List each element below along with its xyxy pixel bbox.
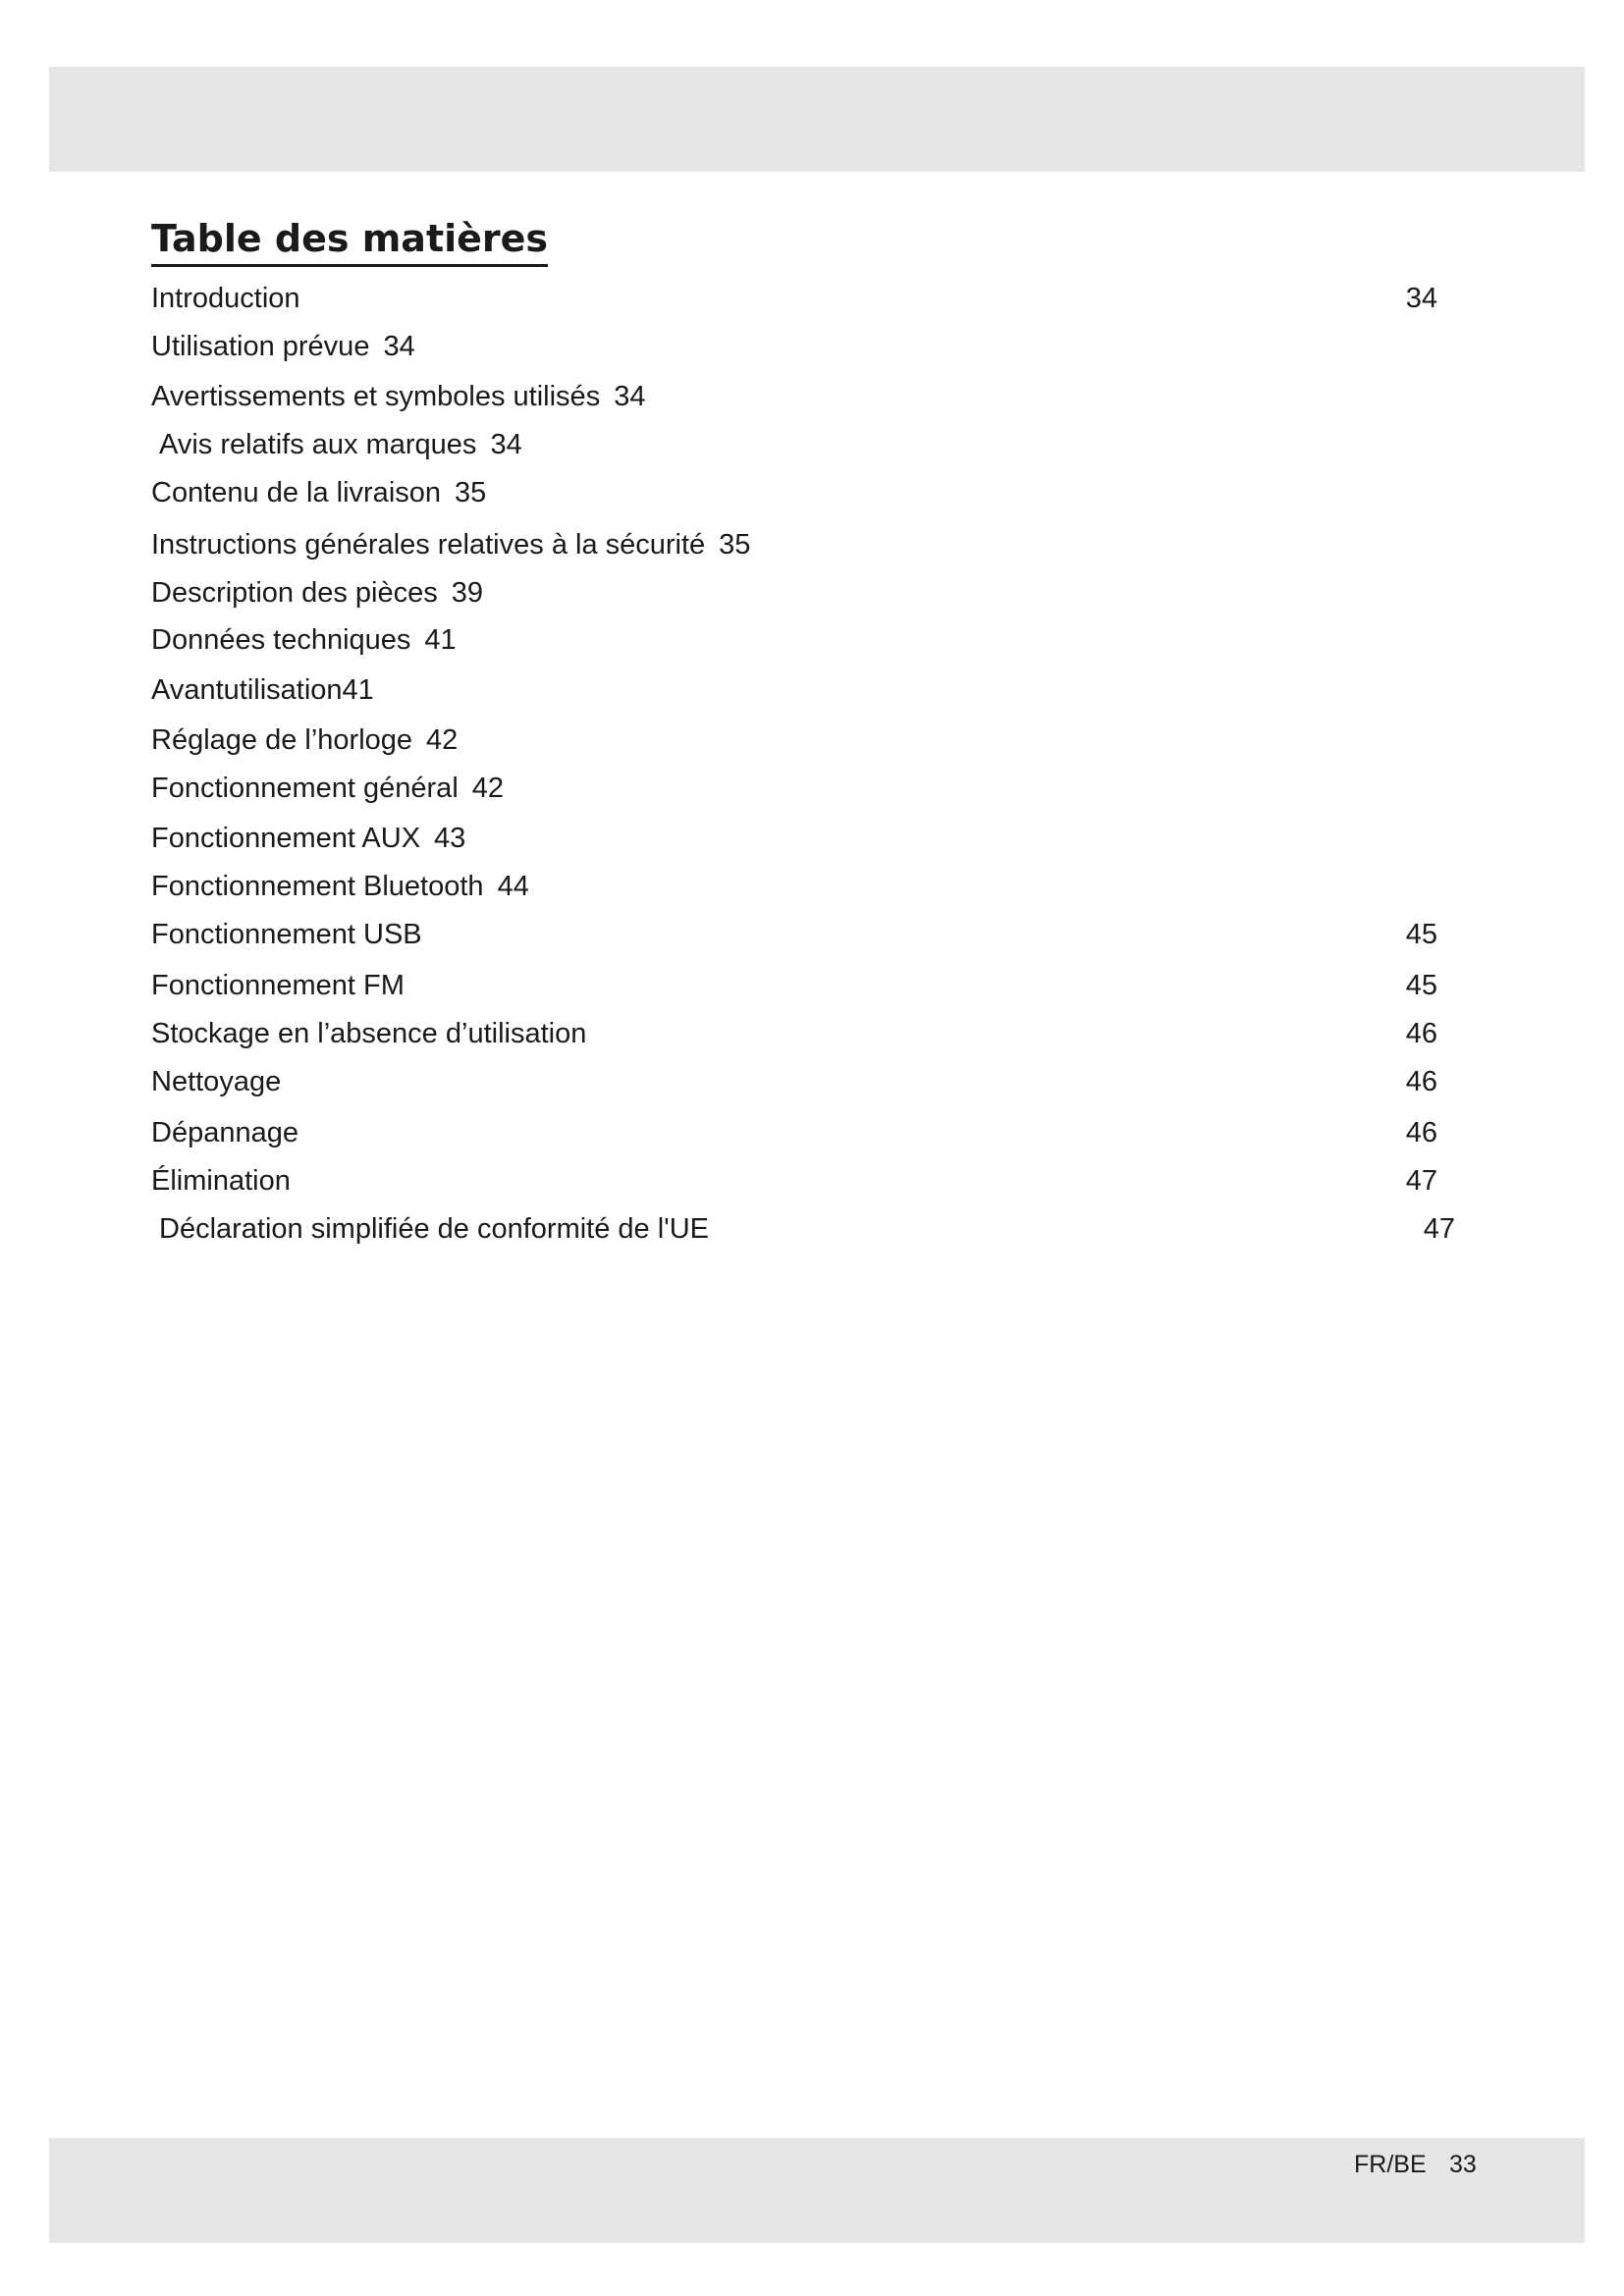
page-title: Table des matières <box>151 214 548 267</box>
toc-entry-label: Instructions générales relatives à la sécurité <box>151 529 706 561</box>
toc-entry-page: 41 <box>424 624 457 656</box>
toc-entry-page: 45 <box>1405 970 1437 1001</box>
toc-entry-label: Fonctionnement USB <box>151 919 422 950</box>
toc-entry-page: 39 <box>451 577 484 609</box>
toc-entry-page: 42 <box>426 724 459 756</box>
toc-entry-label: Avertissements et symboles utilisés <box>151 381 601 412</box>
toc-entry-label: Fonctionnement AUX <box>151 823 421 854</box>
toc-entry-page: 42 <box>471 773 505 804</box>
toc-entry-page: 43 <box>434 823 466 854</box>
toc-entry-label: Avantutilisation41 <box>151 674 374 706</box>
toc-entry-label: Avis relatifs aux marques <box>159 429 477 460</box>
toc-entry-label: Description des pièces <box>151 577 438 609</box>
toc-entry-page: 46 <box>1405 1117 1437 1148</box>
toc-entry-label: Fonctionnement général <box>151 773 459 804</box>
toc-entry-label: Fonctionnement FM <box>151 970 405 1001</box>
toc-entry-page: 34 <box>490 429 522 460</box>
toc-entry-page: 45 <box>1405 919 1437 950</box>
toc-entry-label: Données techniques <box>151 624 411 656</box>
toc-entry-page: 47 <box>1405 1165 1437 1197</box>
toc-entry-label: Réglage de l’horloge <box>151 724 413 756</box>
toc-entry-label: Élimination <box>151 1165 291 1197</box>
header-band <box>49 67 1585 172</box>
toc-entry-page: 46 <box>1405 1018 1437 1049</box>
toc-entry-page: 34 <box>1405 283 1437 314</box>
toc-entry-label: Stockage en l’absence d’utilisation <box>151 1018 587 1049</box>
toc-entry-label: Contenu de la livraison <box>151 477 442 508</box>
toc-entry-label: Dépannage <box>151 1117 298 1148</box>
footer-page-number: 33 <box>1449 2151 1477 2178</box>
toc-entry-label: Nettoyage <box>151 1066 282 1097</box>
toc-entry-page: 34 <box>614 381 646 412</box>
footer-language-code: FR/BE <box>1354 2151 1427 2178</box>
toc-entry-label: Fonctionnement Bluetooth <box>151 871 484 902</box>
toc-entry-page: 46 <box>1405 1066 1437 1097</box>
toc-entry-label: Introduction <box>151 283 300 314</box>
toc-entry-page: 47 <box>1423 1213 1455 1245</box>
toc-entry-page: 34 <box>383 331 415 362</box>
toc-entry-label: Déclaration simplifiée de conformité de l'UE <box>159 1213 710 1245</box>
toc-entry-label: Utilisation prévue <box>151 331 370 362</box>
toc-entry-page: 35 <box>719 529 751 561</box>
toc-entry-page: 35 <box>455 477 487 508</box>
toc-entry-page: 44 <box>497 871 529 902</box>
